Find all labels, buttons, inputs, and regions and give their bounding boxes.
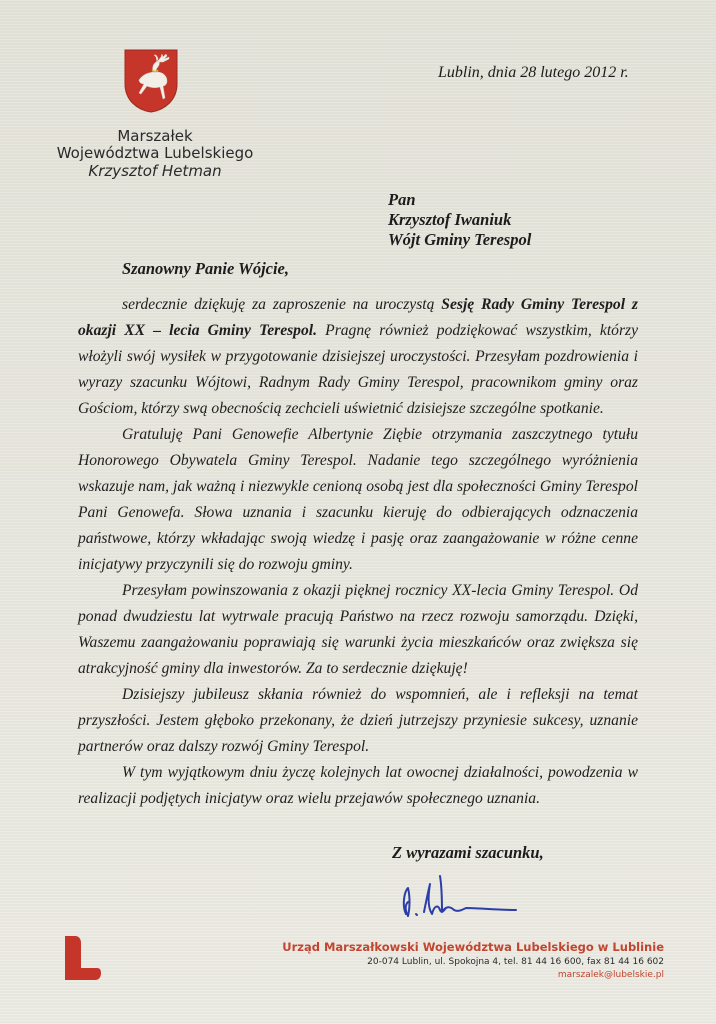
paragraph-1 <box>78 292 638 422</box>
sender-name: Krzysztof Hetman <box>88 162 222 180</box>
paragraph-1-intro: serdecznie dziękuję za zaproszenie na uroczystą <box>122 296 442 313</box>
paragraph-3: Przesyłam powinszowania z okazji pięknej rocznicy XX-lecia Gminy Terespol. Od ponad dwudziestu lat wytrwale pracują Państwo na rzecz rozwoju samorządu. Dzięki, Waszemu zaangażowaniu poprawiają się warunki życia mieszkańców oraz zwiększa się atrakcyjność gminy dla inwestorów. Za to serdecznie dziękuję! <box>78 582 638 677</box>
letter-date: Lublin, dnia 28 lutego 2012 r. <box>438 64 629 81</box>
paragraph-5: W tym wyjątkowym dniu życzę kolejnych lat owocnej działalności, powodzenia w realizacji podjętych inicjatyw oraz wielu przejawów społecznego uznania. <box>78 764 638 807</box>
recipient-position: Wójt Gminy Terespol <box>388 230 532 249</box>
paragraph-4: Dzisiejszy jubileusz skłania również do wspomnień, ale i refleksji na temat przyszłości. Jestem głęboko przekonany, że dzień jutrzejszy przyniesie sukcesy, uznanie partnerów oraz dalszy rozwój Gminy Terespol. <box>78 686 638 755</box>
letter-body <box>78 292 638 812</box>
footer-address: 20-074 Lublin, ul. Spokojna 4, tel. 81 44 16 600, fax 81 44 16 602 <box>367 957 664 967</box>
lubelskie-logo-icon <box>63 936 103 981</box>
sender-block <box>40 128 270 180</box>
salutation: Szanowny Panie Wójcie, <box>122 259 290 278</box>
paragraph-1-rest: Pragnę również podziękować wszystkim, którzy włożyli swój wysiłek w przygotowanie dzisiejszej uroczystości. Przesyłam pozdrowienia i wyrazy szacunku Wójtowi, Radnym Rady Gminy Terespol, pracownikom gminy oraz Gościom, którzy swą obecnością zechcieli uświetnić dzisiejsze szczególne spotkanie. <box>78 322 639 417</box>
footer-email[interactable]: marszalek@lubelskie.pl <box>557 970 664 980</box>
recipient-block <box>388 190 531 250</box>
footer <box>282 940 664 981</box>
event-name-bold: Sesję Rady Gminy Terespol z okazji XX – lecia Gminy Terespol. <box>78 296 638 339</box>
paragraph-2: Gratuluję Pani Genowefie Albertynie Ziębie otrzymania zaszczytnego tytułu Honorowego Obywatela Gminy Terespol. Nadanie tego szczególnego wyróżnienia wskazuje nam, jak ważną i niezwykle cenioną osobą jest dla społeczności Gminy Terespol Pani Genowefa. Słowa uznania i szacunku kieruję do odbierających odznaczenia państwowe, którzy wkładając swoją wiedzę i pasję oraz zaangażowanie w różne cenne inicjatywy przyczynili się do rozwoju gminy. <box>78 426 638 573</box>
sender-office: Województwa Lubelskiego <box>56 144 254 162</box>
recipient-name: Krzysztof Iwaniuk <box>388 210 512 229</box>
recipient-honorific: Pan <box>388 190 416 209</box>
footer-organization: Urząd Marszałkowski Województwa Lubelskiego w Lublinie <box>282 940 664 954</box>
coat-of-arms-icon <box>123 48 179 114</box>
sender-title: Marszałek <box>117 127 193 145</box>
signature-icon <box>398 866 528 926</box>
closing: Z wyrazami szacunku, <box>392 843 544 862</box>
